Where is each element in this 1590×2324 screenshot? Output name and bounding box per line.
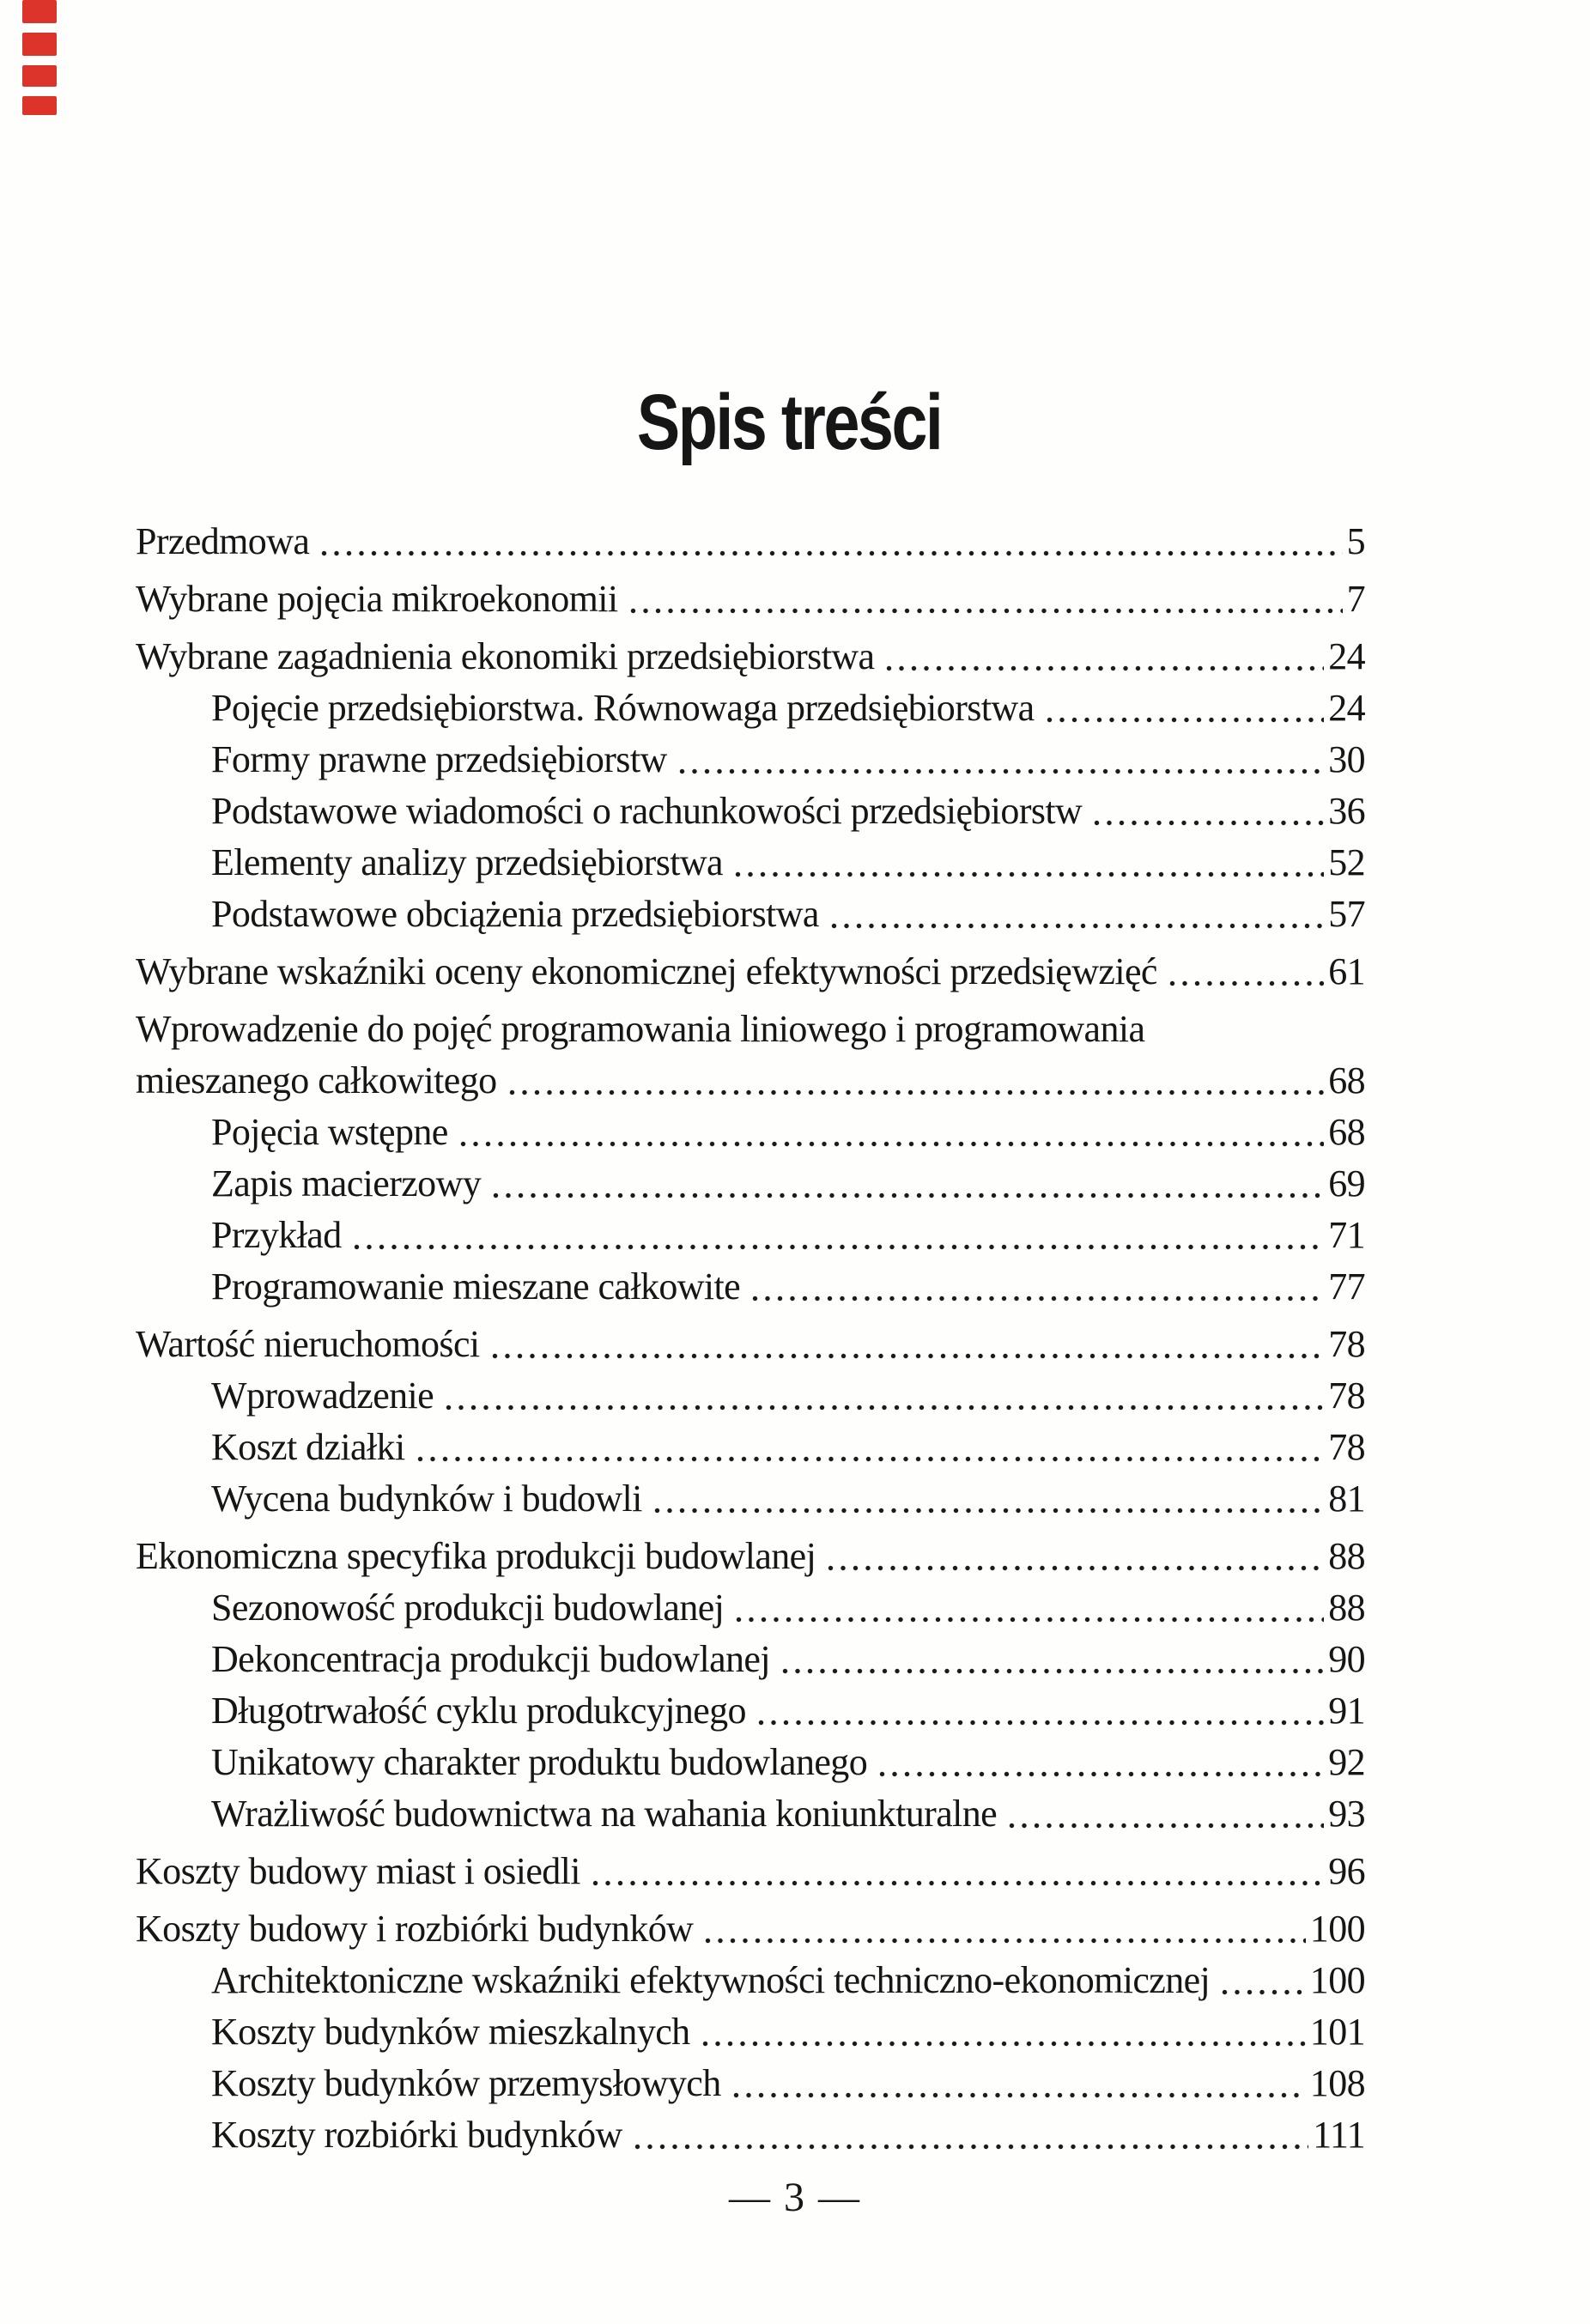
toc-entry bbox=[136, 889, 1365, 938]
toc-entry-page: 5 bbox=[1346, 520, 1365, 562]
red-edge-mark bbox=[22, 33, 57, 56]
toc-entry-label: Zapis macierzowy bbox=[211, 1162, 482, 1204]
toc-entry-page: 68 bbox=[1328, 1059, 1365, 1101]
page-title bbox=[0, 381, 1578, 464]
leader-dots-icon bbox=[734, 871, 1324, 878]
toc-entry bbox=[136, 1107, 1365, 1156]
toc-entry-page: 88 bbox=[1328, 1587, 1365, 1629]
toc-entry-page: 78 bbox=[1328, 1323, 1365, 1365]
toc-entry-page: 100 bbox=[1309, 1959, 1365, 2001]
leader-dots-icon bbox=[751, 1295, 1324, 1302]
leader-dots-icon bbox=[1008, 1822, 1324, 1829]
leader-dots-icon bbox=[491, 1352, 1325, 1360]
toc-entry bbox=[136, 735, 1365, 784]
leader-dots-icon bbox=[701, 2040, 1306, 2048]
toc-entry bbox=[136, 1159, 1365, 1208]
toc-entry bbox=[136, 1635, 1365, 1684]
leader-dots-icon bbox=[629, 607, 1343, 615]
red-edge-mark bbox=[22, 0, 57, 23]
leader-dots-icon bbox=[320, 549, 1342, 557]
toc-entry-page: 91 bbox=[1328, 1690, 1365, 1732]
toc-entry bbox=[136, 1474, 1365, 1523]
leader-dots-icon bbox=[653, 1507, 1324, 1514]
toc-entry bbox=[136, 1904, 1365, 1953]
toc-entry bbox=[136, 1532, 1365, 1581]
toc-entry-label: Unikatowy charakter produktu budowlanego bbox=[211, 1741, 868, 1783]
toc-entry-label: Wrażliwość budownictwa na wahania koniunkturalne bbox=[211, 1793, 998, 1835]
toc-entry-page: 57 bbox=[1328, 893, 1365, 935]
toc-entry-label: Wybrane zagadnienia ekonomiki przedsiębiorstwa bbox=[136, 635, 875, 677]
page-footer bbox=[0, 2174, 1590, 2222]
leader-dots-icon bbox=[1093, 819, 1324, 827]
toc-entry bbox=[136, 1738, 1365, 1787]
toc-entry bbox=[136, 574, 1365, 623]
page-title-text: Spis treści bbox=[636, 379, 942, 466]
toc-entry bbox=[136, 947, 1365, 996]
toc-entry-page: 111 bbox=[1313, 2114, 1365, 2156]
leader-dots-icon bbox=[1046, 716, 1325, 724]
toc-entry bbox=[136, 1789, 1365, 1838]
toc-entry-page: 93 bbox=[1328, 1793, 1365, 1835]
toc-entry-page: 90 bbox=[1328, 1638, 1365, 1680]
toc-entry bbox=[136, 2110, 1365, 2159]
leader-dots-icon bbox=[1168, 980, 1324, 987]
toc-entry bbox=[136, 1211, 1365, 1259]
toc-entry-label: Koszty budynków przemysłowych bbox=[211, 2062, 721, 2104]
toc-entry bbox=[136, 1423, 1365, 1471]
leader-dots-icon bbox=[592, 1879, 1324, 1887]
toc-entry-page: 7 bbox=[1346, 578, 1365, 620]
toc-entry-page: 24 bbox=[1328, 635, 1365, 677]
leader-dots-icon bbox=[678, 768, 1325, 775]
toc-entry-label: Przedmowa bbox=[136, 520, 310, 562]
leader-dots-icon bbox=[459, 1140, 1324, 1148]
toc-list bbox=[136, 517, 1365, 2162]
red-edge-mark bbox=[22, 65, 57, 87]
toc-entry bbox=[136, 1583, 1365, 1632]
toc-entry-page: 36 bbox=[1328, 790, 1365, 832]
toc-entry-label: Sezonowość produkcji budowlanej bbox=[211, 1587, 725, 1629]
red-edge-marks bbox=[22, 0, 58, 137]
toc-entry-page: 78 bbox=[1328, 1426, 1365, 1468]
toc-entry bbox=[136, 1320, 1365, 1368]
leader-dots-icon bbox=[492, 1192, 1324, 1199]
toc-entry-label: Pojęcie przedsiębiorstwa. Równowaga przedsiębiorstwa bbox=[211, 687, 1035, 729]
toc-entry-label: Długotrwałość cyklu produkcyjnego bbox=[211, 1690, 746, 1732]
leader-dots-icon bbox=[830, 922, 1324, 930]
toc-entry-label: Wprowadzenie do pojęć programowania liniowego i programowania bbox=[136, 1008, 1145, 1050]
leader-dots-icon bbox=[885, 664, 1324, 672]
leader-dots-icon bbox=[781, 1667, 1324, 1675]
toc-entry-label: Dekoncentracja produkcji budowlanej bbox=[211, 1638, 770, 1680]
toc-entry-page: 68 bbox=[1328, 1111, 1365, 1153]
leader-dots-icon bbox=[445, 1404, 1324, 1411]
leader-dots-icon bbox=[757, 1719, 1324, 1726]
toc-entry-page: 100 bbox=[1309, 1908, 1365, 1950]
leader-dots-icon bbox=[634, 2143, 1308, 2151]
leader-dots-icon bbox=[416, 1455, 1325, 1463]
toc-entry-label: Elementy analizy przedsiębiorstwa bbox=[211, 841, 723, 883]
toc-entry-label: Pojęcia wstępne bbox=[211, 1111, 448, 1153]
toc-entry bbox=[136, 1056, 1365, 1105]
toc-entry-page: 71 bbox=[1328, 1214, 1365, 1256]
toc-entry-page: 52 bbox=[1328, 841, 1365, 883]
toc-entry bbox=[136, 683, 1365, 732]
toc-entry-page: 96 bbox=[1328, 1850, 1365, 1892]
leader-dots-icon bbox=[704, 1937, 1305, 1945]
leader-dots-icon bbox=[827, 1564, 1324, 1572]
toc-entry-page: 81 bbox=[1328, 1478, 1365, 1520]
toc-entry-label: Wartość nieruchomości bbox=[136, 1323, 480, 1365]
toc-entry-page: 77 bbox=[1328, 1265, 1365, 1308]
toc-entry-label: Koszt działki bbox=[211, 1426, 405, 1468]
toc-entry-label: Wybrane wskaźniki oceny ekonomicznej efektywności przedsięwzięć bbox=[136, 950, 1157, 992]
toc-entry bbox=[136, 1004, 1365, 1053]
toc-entry bbox=[136, 838, 1365, 887]
leader-dots-icon bbox=[1221, 1988, 1306, 1996]
toc-entry bbox=[136, 2007, 1365, 2056]
toc-entry-label: Koszty rozbiórki budynków bbox=[211, 2114, 622, 2156]
toc-entry bbox=[136, 1956, 1365, 2005]
toc-entry bbox=[136, 517, 1365, 566]
toc-entry-label: Wprowadzenie bbox=[211, 1374, 434, 1417]
leader-dots-icon bbox=[878, 1770, 1324, 1778]
toc-entry bbox=[136, 2059, 1365, 2108]
toc-entry-page: 88 bbox=[1328, 1535, 1365, 1577]
toc-entry bbox=[136, 786, 1365, 835]
toc-entry-page: 101 bbox=[1309, 2011, 1365, 2053]
toc-entry-label: Programowanie mieszane całkowite bbox=[211, 1265, 741, 1308]
toc-entry-label: Koszty budowy miast i osiedli bbox=[136, 1850, 580, 1892]
toc-entry-page: 61 bbox=[1328, 950, 1365, 992]
leader-dots-icon bbox=[735, 1616, 1324, 1623]
toc-entry-page: 108 bbox=[1309, 2062, 1365, 2104]
leader-dots-icon bbox=[353, 1243, 1325, 1251]
toc-entry-label: Architektoniczne wskaźniki efektywności techniczno-ekonomicznej bbox=[211, 1959, 1211, 2001]
toc-entry-label: Koszty budynków mieszkalnych bbox=[211, 2011, 690, 2053]
toc-entry bbox=[136, 1847, 1365, 1896]
toc-entry bbox=[136, 1686, 1365, 1735]
toc-entry-page: 30 bbox=[1328, 738, 1365, 780]
toc-entry-page: 78 bbox=[1328, 1374, 1365, 1417]
toc-entry-label: mieszanego całkowitego bbox=[136, 1059, 497, 1101]
red-edge-mark bbox=[22, 96, 57, 115]
toc-entry-label: Podstawowe wiadomości o rachunkowości przedsiębiorstw bbox=[211, 790, 1083, 832]
leader-dots-icon bbox=[508, 1089, 1325, 1096]
toc-entry bbox=[136, 1262, 1365, 1311]
toc-entry-label: Formy prawne przedsiębiorstw bbox=[211, 738, 667, 780]
toc-entry-label: Ekonomiczna specyfika produkcji budowlanej bbox=[136, 1535, 816, 1577]
toc-entry-label: Wybrane pojęcia mikroekonomii bbox=[136, 578, 618, 620]
toc-entry-label: Przykład bbox=[211, 1214, 342, 1256]
toc-entry-page: 92 bbox=[1328, 1741, 1365, 1783]
footer-page-number: — 3 — bbox=[729, 2175, 861, 2220]
toc-entry bbox=[136, 632, 1365, 681]
toc-entry-label: Koszty budowy i rozbiórki budynków bbox=[136, 1908, 694, 1950]
leader-dots-icon bbox=[732, 2091, 1306, 2099]
toc-entry bbox=[136, 1371, 1365, 1420]
toc-entry-page: 69 bbox=[1328, 1162, 1365, 1204]
toc-entry-label: Podstawowe obciążenia przedsiębiorstwa bbox=[211, 893, 819, 935]
toc-entry-page: 24 bbox=[1328, 687, 1365, 729]
toc-entry-label: Wycena budynków i budowli bbox=[211, 1478, 642, 1520]
